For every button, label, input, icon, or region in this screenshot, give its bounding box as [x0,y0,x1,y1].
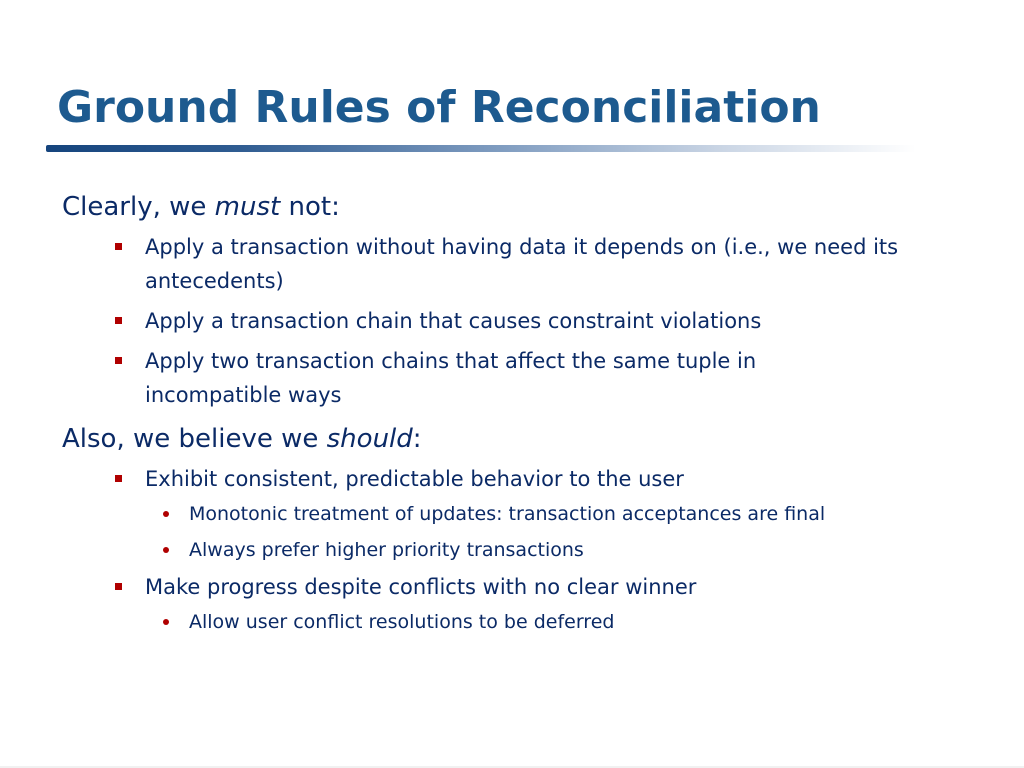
red-square-bullet-icon [115,583,122,590]
heading-emphasis: must [214,192,281,222]
should-list [62,462,982,496]
list-item-text: Apply two transaction chains that affect the same tuple in [145,349,757,373]
sub-list-item-text: Monotonic treatment of updates: transaction acceptances are final [189,503,826,525]
red-square-bullet-icon [115,357,122,364]
section-heading-must-not [62,190,982,224]
sub-list-item [62,536,982,564]
title-underline [46,145,916,152]
section-heading-should [62,422,982,456]
list-item-text: Make progress despite conflicts with no clear winner [145,575,697,599]
should-list-cont [62,570,982,604]
heading-text: Also, we believe we [62,424,327,454]
list-item-text: Exhibit consistent, predictable behavior to the user [145,467,684,491]
sub-list-item [62,500,982,528]
slide-body [62,190,982,636]
heading-suffix: : [412,424,422,454]
list-item [62,462,982,496]
red-dot-bullet-icon [163,511,169,517]
must-not-list [62,230,982,412]
list-item [62,304,982,338]
heading-emphasis: should [326,424,413,454]
slide-title: Ground Rules of Reconciliation [57,82,821,133]
heading-suffix: not: [280,192,340,222]
list-item-text-cont: antecedents) [145,269,284,293]
red-square-bullet-icon [115,317,122,324]
list-item [62,344,982,412]
list-item-text: Apply a transaction chain that causes constraint violations [145,309,762,333]
sub-list [62,500,982,564]
red-square-bullet-icon [115,243,122,250]
list-item [62,570,982,604]
sub-list-item-text: Allow user conflict resolutions to be deferred [189,611,615,633]
sub-list [62,608,982,636]
list-item-text: Apply a transaction without having data it depends on (i.e., we need its [145,235,899,259]
heading-text: Clearly, we [62,192,215,222]
red-dot-bullet-icon [163,619,169,625]
list-item [62,230,982,298]
sub-list-item [62,608,982,636]
sub-list-item-text: Always prefer higher priority transactions [189,539,584,561]
red-dot-bullet-icon [163,547,169,553]
red-square-bullet-icon [115,475,122,482]
list-item-text-cont: incompatible ways [145,383,342,407]
